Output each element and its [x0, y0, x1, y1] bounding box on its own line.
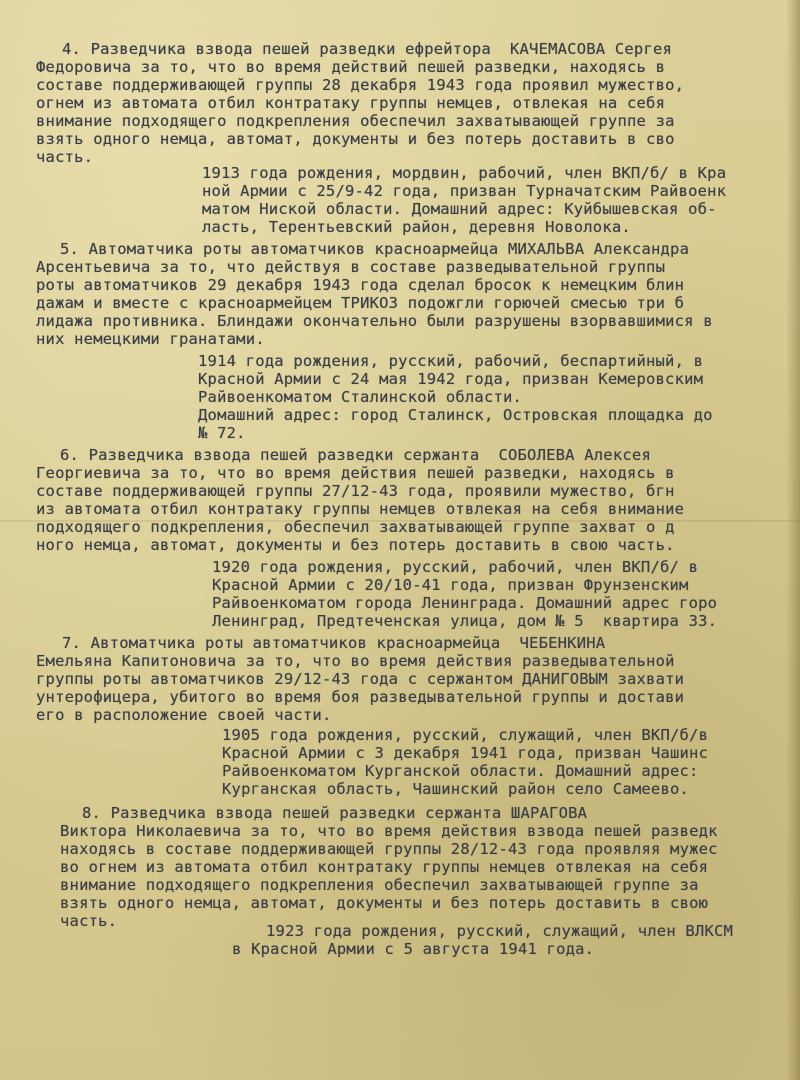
entry-7-line-4: унтерофицера, убитого во время боя разведывательной группы и достави: [36, 688, 685, 706]
entry-8-bio-2: в Красной Армии с 5 августа 1941 года.: [232, 940, 595, 958]
entry-8-line-2: Виктора Николаевича за то, что во время действия взвода пешей разведк: [60, 822, 718, 840]
entry-7-bio-1: 1905 года рождения, русский, служащий, член ВКП/б/в: [222, 726, 709, 744]
entry-5-line-3: роты автоматчиков 29 декабря 1943 года сделал бросок к немецким блин: [36, 276, 685, 294]
entry-5-line-6: них немецкими гранатами.: [36, 330, 265, 348]
entry-6-line-6: ного немца, автомат, документы и без потерь доставить в свою часть.: [36, 536, 675, 554]
entry-4-bio-4: ласть, Терентьевский район, деревня Новолока.: [202, 218, 631, 236]
entry-4-bio-1: 1913 года рождения, мордвин, рабочий, член ВКП/б/ в Кра: [202, 164, 727, 182]
entry-5-line-2: Арсентьевича за то, что действуя в составе разведывательной группы: [36, 258, 666, 276]
entry-7-line-3: группы роты автоматчиков 29/12-43 года с сержантом ДАНИГОВЫМ захвати: [36, 670, 685, 688]
entry-6-line-2: Георгиевича за то, что во время действия пешей разведки, находясь в: [36, 464, 675, 482]
entry-5-bio-3: Райвоенкоматом Сталинской области.: [198, 388, 523, 406]
entry-6-line-1: 6. Разведчика взвода пешей разведки сержанта СОБОЛЕВА Алексея: [60, 446, 651, 464]
entry-5-line-5: лидажа противника. Блиндажи окончательно были разрушены взорвавшимися в: [36, 312, 713, 330]
entry-7-bio-3: Райвоенкоматом Курганской области. Домашний адрес:: [222, 762, 699, 780]
entry-7-bio-4: Курганская область, Чашинский район село Самеево.: [222, 780, 690, 798]
entry-6-bio-3: Райвоенкоматом города Ленинграда. Домашний адрес горо: [212, 594, 718, 612]
entry-4-line-6: взять одного немца, автомат, документы и без потерь доставить в сво: [36, 130, 675, 148]
entry-5-bio-4: Домашний адрес: город Сталинск, Островская площадка до: [198, 406, 713, 424]
entry-4-line-1: 4. Разведчика взвода пешей разведки ефрейтора КАЧЕМАСОВА Сергея: [62, 40, 673, 58]
entry-8-line-3: находясь в составе поддерживающей группы 28/12-43 года проявляя мужес: [60, 840, 718, 858]
entry-4-line-5: внимание подходящего подкрепления обеспечил захватывающей группе за: [36, 112, 675, 130]
entry-7-line-5: его в расположение своей части.: [36, 706, 332, 724]
entry-4-bio-3: матом Ниской области. Домашний адрес: Куйбышевская об-: [202, 200, 717, 218]
entry-5-bio-1: 1914 года рождения, русский, рабочий, беспартийный, в: [198, 352, 704, 370]
entry-4-line-4: огнем из автомата отбил контратаку группы немцев, отвлекая на себя: [36, 94, 666, 112]
entry-6-bio-1: 1920 года рождения, русский, рабочий, член ВКП/б/ в: [212, 558, 699, 576]
entry-4-line-2: Федоровича за то, что во время действий пешей разведки, находясь в: [36, 58, 666, 76]
entry-8-line-7: часть.: [60, 912, 118, 930]
entry-8-line-4: во огнем из автомата отбил контратаку группы немцев отвлекая на себя: [60, 858, 709, 876]
entry-8-line-6: взять одного немца, автомат, документы и без потерь доставить в свою: [60, 894, 709, 912]
entry-7-bio-2: Красной Армии с 3 декабря 1941 года, призван Чашинс: [222, 744, 709, 762]
entry-5-line-4: дажам и вместе с красноармейцем ТРИКОЗ подожгли горючей смесью три б: [36, 294, 685, 312]
entry-5-bio-2: Красной Армии с 24 мая 1942 года, призван Кемеровским: [198, 370, 704, 388]
entry-6-line-4: из автомата отбил контратаку группы немцев отвлекая на себя внимание: [36, 500, 685, 518]
entry-4-bio-2: ной Армии с 25/9-42 года, призван Турначатским Райвоенк: [202, 182, 727, 200]
entry-7-line-2: Емельяна Капитоновича за то, что во время действия разведывательной: [36, 652, 675, 670]
entry-4-line-3: составе поддерживающей группы 28 декабря 1943 года проявил мужество,: [36, 76, 685, 94]
entry-5-bio-5: № 72.: [198, 424, 246, 442]
entry-4-line-7: часть.: [36, 148, 94, 166]
entry-8-bio-1: 1923 года рождения, русский, служащий, член ВЛКСМ: [266, 922, 734, 940]
entry-8-line-1: 8. Разведчика взвода пешей разведки сержанта ШАРАГОВА: [82, 804, 588, 822]
entry-6-bio-4: Ленинград, Предтеченская улица, дом № 5 квартира 33.: [212, 612, 718, 630]
entry-5-line-1: 5. Автоматчика роты автоматчиков красноармейца МИХАЛЬВА Александра: [60, 240, 690, 258]
entry-7-line-1: 7. Автоматчика роты автоматчиков красноармейца ЧЕБЕНКИНА: [62, 634, 606, 652]
entry-6-line-3: составе поддерживающей группы 27/12-43 года, проявили мужество, бгн: [36, 482, 675, 500]
entry-8-line-5: внимание подходящего подкрепления обеспечил захватывающей группе за: [60, 876, 699, 894]
entry-6-line-5: подходящего подкрепления, обеспечил захватывающей группе захват о д: [36, 518, 675, 536]
entry-6-bio-2: Красной Армии с 20/10-41 года, призван Фрунзенским: [212, 576, 689, 594]
